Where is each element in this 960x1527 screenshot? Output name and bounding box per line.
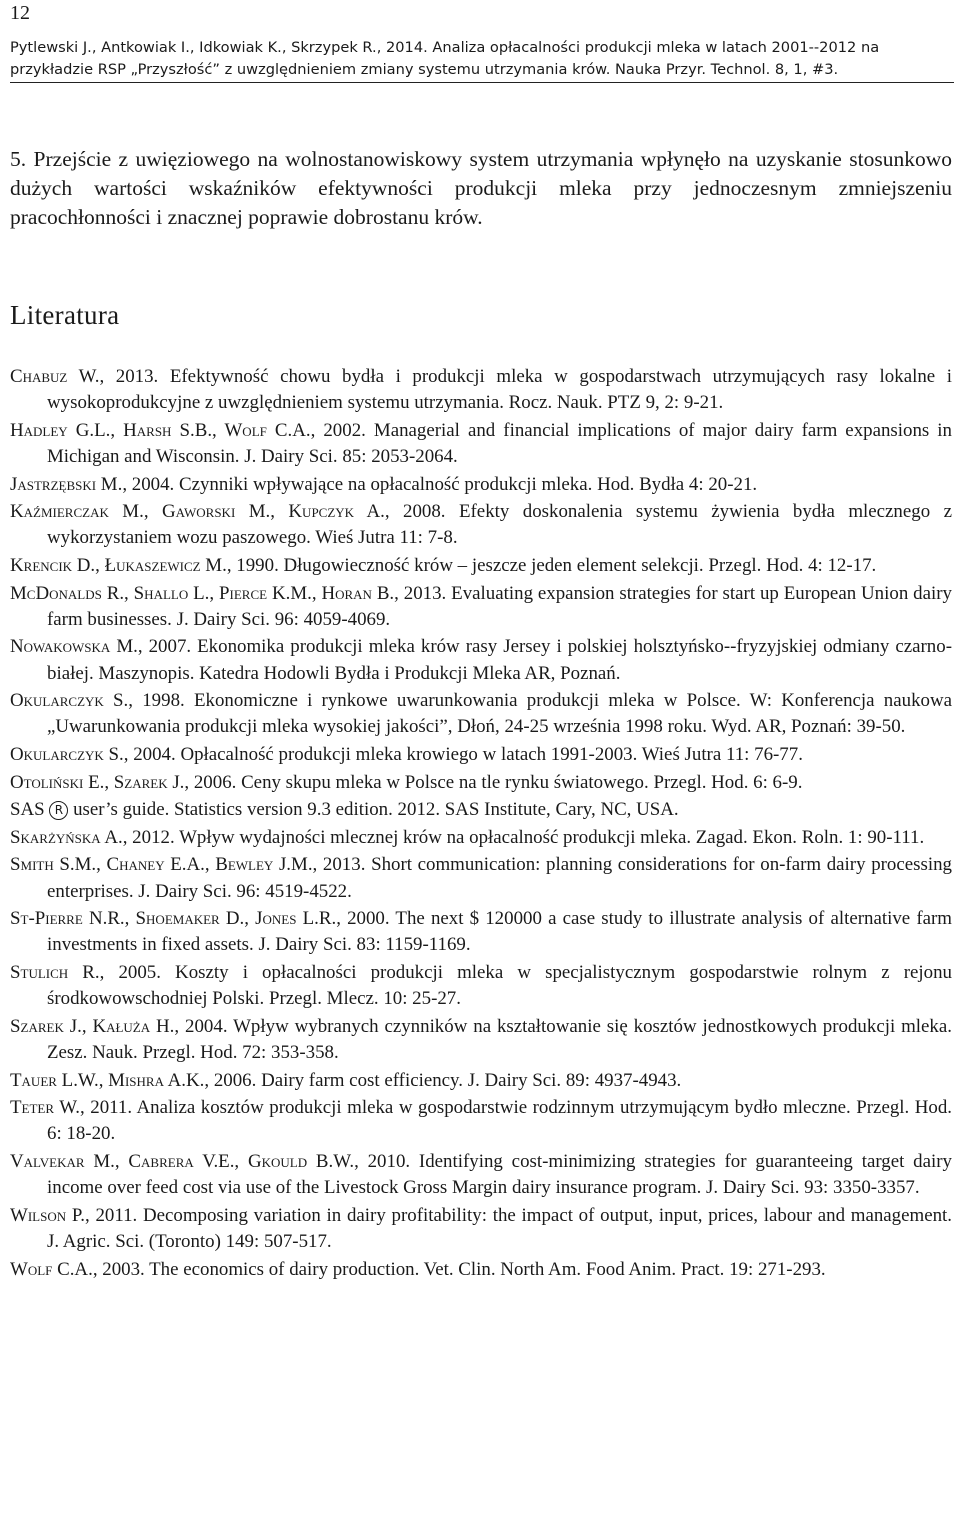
reference-item <box>10 1095 952 1147</box>
reference-sas-prefix: SAS <box>10 799 45 821</box>
reference-item <box>10 770 952 796</box>
reference-authors: McDonalds R., Shallo L., Pierce K.M., Horan B. <box>10 582 395 604</box>
reference-authors: Okularczyk S. <box>10 690 129 712</box>
reference-text: , 2011. Analiza kosztów produkcji mleka w gospodarstwie rodzinnym utrzymującym bydło mleczne. Przegl. Hod. 6: 18-20. <box>47 1097 953 1145</box>
reference-text: , 2002. Managerial and financial implications of major dairy farm expansions in Michigan and Wisconsin. J. Dairy Sci. 85: 2053-2064. <box>47 419 952 467</box>
reference-text: , 2011. Decomposing variation in dairy profitability: the impact of output, input, prices, labour and management. J. Agric. Sci. (Toronto) 149: 507-517. <box>47 1204 952 1252</box>
reference-authors: Skarżyńska A. <box>10 826 123 848</box>
reference-item <box>10 1014 952 1066</box>
reference-item <box>10 1149 952 1201</box>
reference-text: , 2006. Ceny skupu mleka w Polsce na tle rynku światowego. Przegl. Hod. 6: 6-9. <box>184 771 803 793</box>
reference-authors: Okularczyk S. <box>10 743 124 765</box>
reference-item <box>10 852 952 904</box>
section-heading-literatura: Literatura <box>10 300 120 330</box>
reference-text: , 2006. Dairy farm cost efficiency. J. Dairy Sci. 89: 4937-4943. <box>204 1069 682 1091</box>
reference-authors: Tauer L.W., Mishra A.K. <box>10 1069 205 1091</box>
reference-item <box>10 553 952 579</box>
reference-text: , 2000. The next $ 120000 a case study to illustrate analysis of alternative farm investments in fixed assets. J. Dairy Sci. 83: 1159-1169. <box>47 908 952 956</box>
reference-text: , 2004. Opłacalność produkcji mleka krowiego w latach 1991-2003. Wieś Jutra 11: 76-77. <box>123 743 803 765</box>
reference-item <box>10 581 952 633</box>
reference-item <box>10 906 952 958</box>
reference-item <box>10 634 952 686</box>
reference-authors: Teter W. <box>10 1097 81 1119</box>
reference-authors: Valvekar M., Cabrera V.E., Gkould B.W. <box>10 1150 355 1172</box>
reference-authors: Nowakowska M. <box>10 636 138 658</box>
reference-item <box>10 960 952 1012</box>
reference-authors: Wilson P. <box>10 1204 85 1226</box>
reference-text: , 1998. Ekonomiczne i rynkowe uwarunkowania produkcji mleka w Polsce. W: Konferencja naukowa „Uwarunkowania produkcji mleka wysokiej jakości”, Dłoń, 24-25 września 1998 roku. Wyd. AR, Poznań: 39-50. <box>47 690 952 738</box>
reference-text: , 2007. Ekonomika produkcji mleka krów rasy Jersey i polskiej holsztyńsko--fryzyjskiej odmiany czarno-białej. Maszynopis. Katedra Hodowli Bydła i Produkcji Mleka AR, Poznań. <box>47 636 952 684</box>
reference-list <box>10 364 952 1284</box>
reference-authors: Otoliński E., Szarek J. <box>10 771 185 793</box>
reference-text: , 2012. Wpływ wydajności mlecznej krów na opłacalność produkcji mleka. Zagad. Ekon. Roln. 1: 90-111. <box>122 826 925 848</box>
reference-text: , 2005. Koszty i opłacalności produkcji mleka w specjalistycznym gospodarstwie rolnym z rejonu środkowowschodniej Polski. Przegl. Mlecz. 10: 25-27. <box>47 961 952 1010</box>
reference-text: , 1990. Długowieczność krów – jeszcze jeden element selekcji. Przegl. Hod. 4: 12-17. <box>226 554 877 576</box>
conclusion-paragraph: 5. Przejście z uwięziowego na wolnostanowiskowy system utrzymania wpłynęło na uzyskanie stosunkowo dużych wartości wskaźników efektywności produkcji mleka przy jednoczesnym zmniejszeniu pracochłonności i znacznej poprawie dobrostanu krów. <box>10 147 952 229</box>
reference-item <box>10 418 952 470</box>
reference-authors: Kaźmierczak M., Gaworski M., Kupczyk A. <box>10 501 385 523</box>
reference-authors: Smith S.M., Chaney E.A., Bewley J.M. <box>10 854 313 876</box>
reference-authors: Chabuz W. <box>10 366 100 387</box>
reference-text: , 2004. Wpływ wybranych czynników na kształtowanie się kosztów jednostkowych produkcji mleka. Zesz. Nauk. Przegl. Hod. 72: 353-358. <box>47 1015 952 1063</box>
registered-trademark-icon: R <box>49 801 68 820</box>
reference-text: , 2008. Efekty doskonalenia systemu żywienia bydła mlecznego z wykorzystaniem wozu paszowego. Wieś Jutra 11: 7-8. <box>47 501 952 549</box>
reference-authors: Jastrzębski M. <box>10 473 123 495</box>
reference-text: , 2003. The economics of dairy production. Vet. Clin. North Am. Food Anim. Pract. 19: 271-293. <box>92 1258 826 1280</box>
reference-authors: St-Pierre N.R., Shoemaker D., Jones L.R. <box>10 908 337 930</box>
reference-authors: Hadley G.L., Harsh S.B., Wolf C.A. <box>10 419 311 441</box>
reference-text: , 2013. Efektywność chowu bydła i produkcji mleka w gospodarstwach utrzymujących rasy lokalne i wysokoprodukcyjne z uwzględnieniem systemu utrzymania. Rocz. Nauk. PTZ 9, 2: 9-21. <box>47 366 952 414</box>
reference-authors: Krencik D., Łukaszewicz M. <box>10 554 227 576</box>
reference-item <box>10 1203 952 1255</box>
reference-item <box>10 1068 952 1094</box>
reference-item <box>10 499 952 551</box>
reference-authors: Stulich R. <box>10 961 100 983</box>
reference-text: , 2010. Identifying cost-minimizing strategies for guaranteeing target dairy income over feed cost via use of the Livestock Gross Margin dairy insurance program. J. Dairy Sci. 93: 3350-3357. <box>47 1150 952 1199</box>
reference-text: , 2013. Short communication: planning considerations for on-farm dairy processing enterprises. J. Dairy Sci. 96: 4519-4522. <box>47 854 952 902</box>
reference-item <box>10 1257 952 1283</box>
reference-text: user’s guide. Statistics version 9.3 edition. 2012. SAS Institute, Cary, NC, USA. <box>68 799 679 821</box>
page-number: 12 <box>10 2 30 24</box>
reference-item <box>10 364 952 416</box>
reference-authors: Szarek J., Kałuża H. <box>10 1015 175 1037</box>
reference-item <box>10 797 952 823</box>
reference-item <box>10 472 952 498</box>
running-header: Pytlewski J., Antkowiak I., Idkowiak K., Skrzypek R., 2014. Analiza opłacalności produkcji mleka w latach 2001--2012 na przykładzie RSP „Przyszłość” z uwzględnieniem zmiany systemu utrzymania krów. Nauka Przyr. Technol. 8, 1, #3. <box>10 37 954 83</box>
reference-text: , 2013. Evaluating expansion strategies for start up European Union dairy farm businesses. J. Dairy Sci. 96: 4059-4069. <box>47 582 952 630</box>
reference-item <box>10 688 952 740</box>
reference-item <box>10 742 952 768</box>
reference-authors: Wolf C.A. <box>10 1258 93 1280</box>
reference-text: , 2004. Czynniki wpływające na opłacalność produkcji mleka. Hod. Bydła 4: 20-21. <box>122 473 758 495</box>
reference-item <box>10 825 952 851</box>
